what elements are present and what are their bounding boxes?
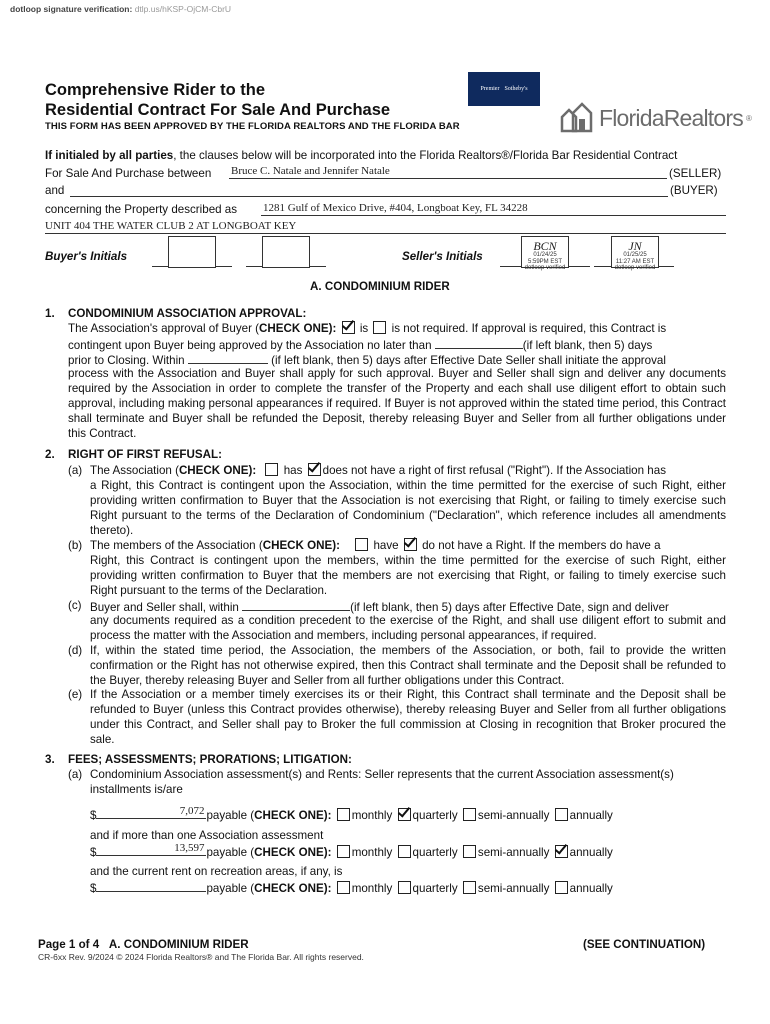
association-has-right-checkbox[interactable] [265,463,278,476]
s2e-body: If the Association or a member timely exercises its or their Right, this Contract shall terminate and the Deposit shall be refunded to Buyer (unless this Contract provides otherwise), thereby releasing Buyer and Seller from all further obligations under this Contract, and Seller shall pay to Broker the full commission at Closing in recognition that Broker procured the sale. [90,688,726,746]
row2-monthly-checkbox[interactable] [337,845,350,858]
approval-notice: THIS FORM HAS BEEN APPROVED BY THE FLORIDA REALTORS AND THE FLORIDA BAR [45,121,460,132]
form-title [45,80,390,120]
assessment-amount-1: 7,072 [179,805,205,817]
buyer-initials-label: Buyer's Initials [45,250,128,263]
florida-realtors-logo: FloridaRealtors ® [560,101,752,135]
and-label: and [45,184,65,197]
intro-bold-lead: If initialed by all parties [45,149,174,162]
buyer-tag: (BUYER) [670,184,718,197]
approval-initiate-days-field[interactable] [188,351,268,364]
rent-label: and the current rent on recreation areas, if any, is [90,865,343,878]
s3-heading: 3. FEES; ASSESSMENTS; PRORATIONS; LITIGATION: [45,753,352,766]
row3-annually-checkbox[interactable] [555,881,568,894]
row2-annually-checkbox[interactable] [555,845,568,858]
property-label: concerning the Property described as [45,203,238,216]
s2c-body: any documents required as a condition precedent to the exercise of the Right, and shall use diligent effort to submit and process the matter with the Association and members, including personal appearances, if required. [90,614,726,642]
property-address[interactable]: 1281 Gulf of Mexico Drive, #404, Longboat Key, FL 34228 [263,202,528,214]
sothebys-logo: Premier Sotheby's [468,72,540,106]
row3-quarterly-checkbox[interactable] [398,881,411,894]
seller-initials-stamp-1: BCN 01/24/25 5:59PM EST dotloop verified [510,240,580,272]
rent-amount-field[interactable] [96,879,206,892]
intro-paragraph: If initialed by all parties, the clauses below will be incorporated into the Florida Realtors®/Florida Bar Residential Contract [45,149,678,162]
seller-names[interactable]: Bruce C. Natale and Jennifer Natale [231,165,390,177]
members-have-right-checkbox[interactable] [355,538,368,551]
verification-url[interactable]: dtlp.us/hKSP-OjCM-CbrU [134,4,232,14]
property-line-2 [45,233,726,234]
assessment-row-3: $ payable (CHECK ONE): monthly quarterly semi-annually annually [90,879,613,896]
approval-deadline-field[interactable] [435,336,523,349]
buyer-initials-box-1[interactable] [168,236,216,268]
s1-line-3: prior to Closing. Within (if left blank, then 5) days after Effective Date Seller shall initiate the approval [68,351,726,368]
s3a-label: (a) [68,768,83,781]
section-a-heading: A. CONDOMINIUM RIDER [310,280,450,293]
assessment-row-1: $ 7,072 payable (CHECK ONE): monthly quarterly semi-annually annually [90,805,613,822]
title-line-2: Residential Contract For Sale And Purchase [45,101,391,119]
assessment-amount-1-field[interactable] [96,806,206,819]
row1-monthly-checkbox[interactable] [337,808,350,821]
title-line-1: Comprehensive Rider to the [45,81,266,99]
approval-is-not-checkbox[interactable] [373,321,386,334]
s2a-body: a Right, this Contract is contingent upon the Association, within the time permitted for the exercise of such Right, either providing written confirmation to Buyer that the Association is not exercising that Right, or failing to timely exercise such Right pursuant to the terms of the Declaration of Condominium ("Declaration", which reference includes all amendments thereto). [90,479,726,537]
assessment-amount-2: 13,597 [174,842,205,854]
revision-copyright: CR-6xx Rev. 9/2024 © 2024 Florida Realtors® and The Florida Bar. All rights reserved. [38,952,364,962]
row1-quarterly-checkbox[interactable] [398,808,411,821]
s3a-line-1: Condominium Association assessment(s) and Rents: Seller represents that the current Association assessment(s) [90,768,674,781]
seller-initials-label: Seller's Initials [402,250,483,263]
row3-semiannually-checkbox[interactable] [463,881,476,894]
association-not-have-right-checkbox[interactable] [308,463,321,476]
s2c-line-1: Buyer and Seller shall, within (if left blank, then 5) days after Effective Date, sign and deliver [90,598,726,615]
realtors-houses-icon [560,101,596,135]
page-number: Page 1 of 4 [38,938,100,951]
footer-rider: A. CONDOMINIUM RIDER [108,938,249,951]
seller1-signature: BCN [533,239,557,253]
page-footer [38,938,249,951]
s1-body: process with the Association and Buyer shall apply for such approval. Buyer and Seller shall sign and deliver any documents required by the Association in order to complete the transfer of the Property and each shall use diligent effort to obtain such approval, including making personal appearances if required. If Buyer is not approved within the stated time period, this Contract shall terminate and Buyer shall be refunded the Deposit, thereby releasing Buyer and Seller from all further obligations under this Contract. [68,367,726,440]
s2a-line-1: The Association (CHECK ONE): has does not have a right of first refusal ("Right"). If the Association has [90,464,666,477]
seller-name-line [229,178,667,179]
verification-label: dotloop signature verification: [10,4,133,14]
s2a-label: (a) [68,464,83,477]
property-line-1 [261,215,726,216]
more-assessment-label: and if more than one Association assessment [90,829,324,842]
s2b-line-1: The members of the Association (CHECK ONE): have do not have a Right. If the members do have a [90,539,661,552]
between-label: For Sale And Purchase between [45,167,212,180]
assessment-row-2: $ 13,597 payable (CHECK ONE): monthly quarterly semi-annually annually [90,842,613,859]
row1-annually-checkbox[interactable] [555,808,568,821]
members-not-have-right-checkbox[interactable] [404,538,417,551]
s3a-line-2: installments is/are [90,783,183,796]
s2d-body: If, within the stated time period, the Association, the members of the Association, or both, fail to provide the written confirmation or the Right has not otherwise expired, then this Contract shall terminate and the Deposit shall be refunded to the Buyer, thereby releasing Buyer and Seller from all further obligations under this Contract. [90,644,726,687]
assessment-amount-2-field[interactable] [96,843,206,856]
row3-monthly-checkbox[interactable] [337,881,350,894]
row2-semiannually-checkbox[interactable] [463,845,476,858]
approval-is-checkbox[interactable] [342,321,355,334]
s2b-body: Right, this Contract is contingent upon the members, within the time permitted for the exercise of such Right, either providing written confirmation to Buyer that the members are not exercising that Right, or failing to timely exercise such Right pursuant to the terms of the Declaration. [90,554,726,597]
see-continuation: (SEE CONTINUATION) [583,938,706,951]
s1-heading: 1. CONDOMINIUM ASSOCIATION APPROVAL: [45,307,307,320]
s2e-label: (e) [68,688,83,701]
florida-realtors-wordmark: FloridaRealtors [599,104,743,131]
s2-heading: 2. RIGHT OF FIRST REFUSAL: [45,448,222,461]
buyer-initials-box-2[interactable] [262,236,310,268]
row2-quarterly-checkbox[interactable] [398,845,411,858]
buyer-name-line[interactable] [70,196,668,197]
s1-line-1: The Association's approval of Buyer (CHECK ONE): is is not required. If approval is required, this Contract is [68,322,667,335]
s2d-label: (d) [68,644,83,657]
seller2-signature: JN [628,239,642,253]
row1-semiannually-checkbox[interactable] [463,808,476,821]
s1-line-2: contingent upon Buyer being approved by the Association no later than (if left blank, then 5) days [68,336,726,353]
property-legal[interactable]: UNIT 404 THE WATER CLUB 2 AT LONGBOAT KEY [45,220,297,232]
right-days-field[interactable] [242,598,350,611]
s2b-label: (b) [68,539,83,552]
signature-verification [10,4,231,14]
s2c-label: (c) [68,599,82,612]
seller-tag: (SELLER) [669,167,722,180]
seller-initials-stamp-2: JN 01/25/25 11:27 AM EST dotloop verified [600,240,670,272]
